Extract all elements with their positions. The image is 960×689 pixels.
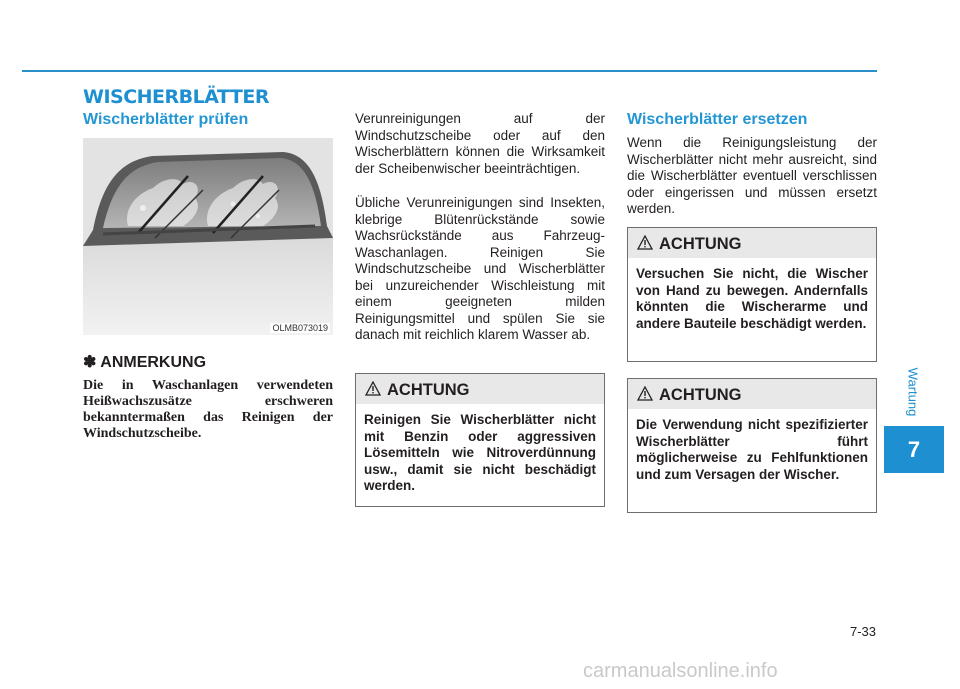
warning-title: ACHTUNG [387, 381, 470, 399]
subheading-replace-wipers: Wischerblätter ersetzen [627, 111, 808, 128]
page-number: 7-33 [849, 624, 876, 639]
warning-triangle-icon [637, 386, 653, 401]
windshield-drawing [83, 138, 333, 335]
note-title: ✽ ANMERKUNG [83, 354, 207, 371]
warning-header [628, 228, 876, 258]
paragraph-cleaning: Übliche Verunreinigungen sind Insekten, klebrige Blütenrückstände sowie Wachsrückstände aus Fahrzeug-Waschanlagen. Reinigen Sie Windschutzscheibe und Wischerblätter bei unzureichender Wischleistung mit einem geeigneten milden Reinigungsmittel und spülen Sie sie danach mit reichlich klarem Wasser ab. [355, 195, 605, 342]
chapter-label-text: Wartung [905, 367, 921, 417]
warning-box-hand-move [627, 227, 877, 362]
warning-text: Versuchen Sie nicht, die Wischer von Hand zu bewegen. Andernfalls könnten die Wischerarme und andere Bauteile beschädigt werden. [636, 266, 868, 331]
warning-header [628, 379, 876, 409]
paragraph-contamination: Verunreinigungen auf der Windschutzscheibe oder auf den Wischerblättern können die Wirksamkeit der Scheibenwischer beeinträchtigen. [355, 111, 605, 176]
note-text: Die in Waschanlagen verwendeten Heißwachszusätze erschweren bekanntermaßen das Reinigen der Windschutzscheibe. [83, 378, 333, 441]
chapter-tab: 7 [884, 426, 944, 473]
warning-title: ACHTUNG [659, 386, 742, 404]
top-rule [22, 70, 877, 72]
warning-text: Reinigen Sie Wischerblätter nicht mit Benzin oder aggressiven Lösemitteln wie Nitroverdünnung usw., damit sie nicht beschädigt werden. [364, 412, 596, 493]
figure-code: OLMB073019 [272, 323, 328, 333]
warning-title: ACHTUNG [659, 235, 742, 253]
paragraph-replace: Wenn die Reinigungsleistung der Wischerblätter nicht mehr ausreicht, sind die Wischerblätter eventuell verschlissen oder eingerissen und müssen ersetzt werden. [627, 135, 877, 216]
warning-text: Die Verwendung nicht spezifizierter Wischerblätter führt möglicherweise zu Fehlfunktionen und zum Versagen der Wischer. [636, 417, 868, 482]
windshield-illustration [83, 138, 333, 335]
chapter-label [898, 366, 928, 418]
watermark: carmanualsonline.info [583, 660, 778, 682]
warning-box-unspecified-blades [627, 378, 877, 513]
warning-box-solvents [355, 373, 605, 507]
warning-header [356, 374, 604, 404]
warning-triangle-icon [365, 381, 381, 396]
subheading-check-wipers: Wischerblätter prüfen [83, 111, 249, 128]
section-title: WISCHERBLÄTTER [83, 86, 269, 108]
warning-triangle-icon [637, 235, 653, 250]
